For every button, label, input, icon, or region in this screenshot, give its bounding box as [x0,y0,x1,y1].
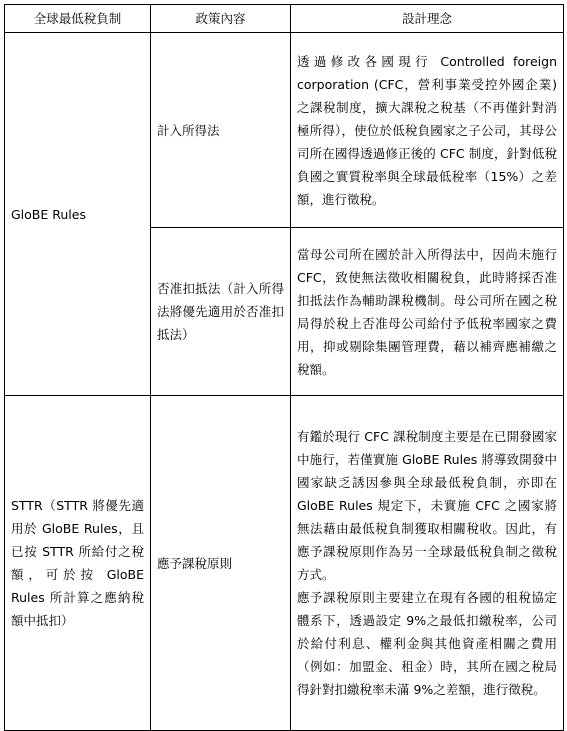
header-policy-content: 政策內容 [151,5,291,33]
policy-undertaxed-payment: 否准扣抵法（計入所得法將優先適用於否准扣抵法） [151,228,291,396]
group-sttr: STTR（STTR 將優先適用於 GloBE Rules，且已按 STTR 所給付之稅額，可於按 GloBE Rules 所計算之應納稅額中抵扣） [5,396,151,731]
group-globe-rules: GloBE Rules [5,33,151,396]
rationale-paragraph-1: 有鑑於現行 CFC 課稅制度主要是在已開發國家中施行，若僅實施 GloBE Rules 將導致開發中國家缺乏誘因參與全球最低稅負制，亦即在 GloBE Rules 規定下，未實施 CFC 之國家將無法藉由最低稅負制獲取相關稅收。因此，有應予課稅原則作為另一全球最低稅負制之徵稅方式。 [297,429,557,582]
policy-table [4,4,564,731]
policy-income-inclusion: 計入所得法 [151,33,291,228]
rationale-income-inclusion: 透過修改各國現行 Controlled foreign corporation (CFC，營利事業受控外國企業)之課稅制度，擴大課稅之稅基（不再僅針對消極所得），使位於低稅負國家之子公司，其母公司所在國得透過修正後的 CFC 制度，針對低稅負國之實質稅率與全球最低稅率（15%）之差額，進行徵稅。 [291,33,564,228]
header-global-minimum-tax: 全球最低稅負制 [5,5,151,33]
rationale-undertaxed-payment: 當母公司所在國於計入所得法中，因尚未施行 CFC，致使無法徵收相關稅負，此時將採否准扣抵法作為輔助課稅機制。母公司所在國之稅局得於稅上否准母公司給付予低稅率國家之費用，抑或剔除集團管理費，藉以補齊應補繳之稅額。 [291,228,564,396]
table-row [5,396,564,731]
rationale-paragraph-2: 應予課稅原則主要建立在現有各國的租稅協定體系下，透過設定 9%之最低扣繳稅率，公司於給付利息、權利金與其他資產相關之費用（例如：加盟金、租金）時，其所在國之稅局得針對扣繳稅率未滿 9%之差額，進行徵稅。 [297,590,557,697]
rationale-subject-to-tax [291,396,564,731]
header-row [5,5,564,33]
table-row [5,33,564,228]
policy-subject-to-tax: 應予課稅原則 [151,396,291,731]
header-design-rationale: 設計理念 [291,5,564,33]
